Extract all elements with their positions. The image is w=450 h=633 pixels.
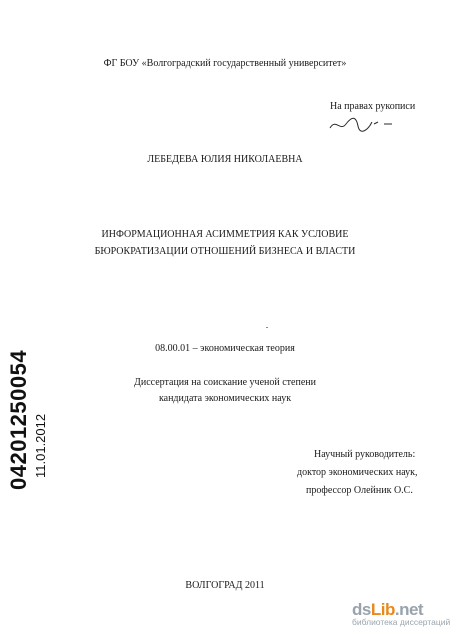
supervisor-label: Научный руководитель: <box>314 449 416 460</box>
supervisor-degree: доктор экономических наук, <box>297 467 418 478</box>
author-name: ЛЕБЕДЕВА ЮЛИЯ НИКОЛАЕВНА <box>147 154 303 165</box>
degree-line-2: кандидата экономических наук <box>158 393 292 404</box>
thesis-title-line-2: БЮРОКРАТИЗАЦИИ ОТНОШЕНИЙ БИЗНЕСА И ВЛАСТИ <box>94 246 356 257</box>
specialty-code: 08.00.01 – экономическая теория <box>155 343 295 354</box>
dslib-tagline: библиотека диссертаций <box>352 617 450 627</box>
thesis-title-line-1: ИНФОРМАЦИОННАЯ АСИММЕТРИЯ КАК УСЛОВИЕ <box>101 229 349 240</box>
registration-number-stamp: 04201250054 <box>6 349 31 490</box>
city-year: ВОЛГОГРАД 2011 <box>185 580 265 591</box>
scan-speck <box>266 327 268 328</box>
dslib-watermark <box>352 600 450 627</box>
registration-date-stamp: 11.01.2012 <box>33 413 48 478</box>
handwritten-signature <box>328 112 398 136</box>
organization-name: ФГ БОУ «Волгоградский государственный университет» <box>103 58 347 69</box>
dslib-logo: dsLib.net <box>352 600 424 619</box>
supervisor-name: профессор Олейник О.С. <box>306 485 413 496</box>
degree-line-1: Диссертация на соискание ученой степени <box>134 377 316 388</box>
rights-note: На правах рукописи <box>330 101 416 112</box>
